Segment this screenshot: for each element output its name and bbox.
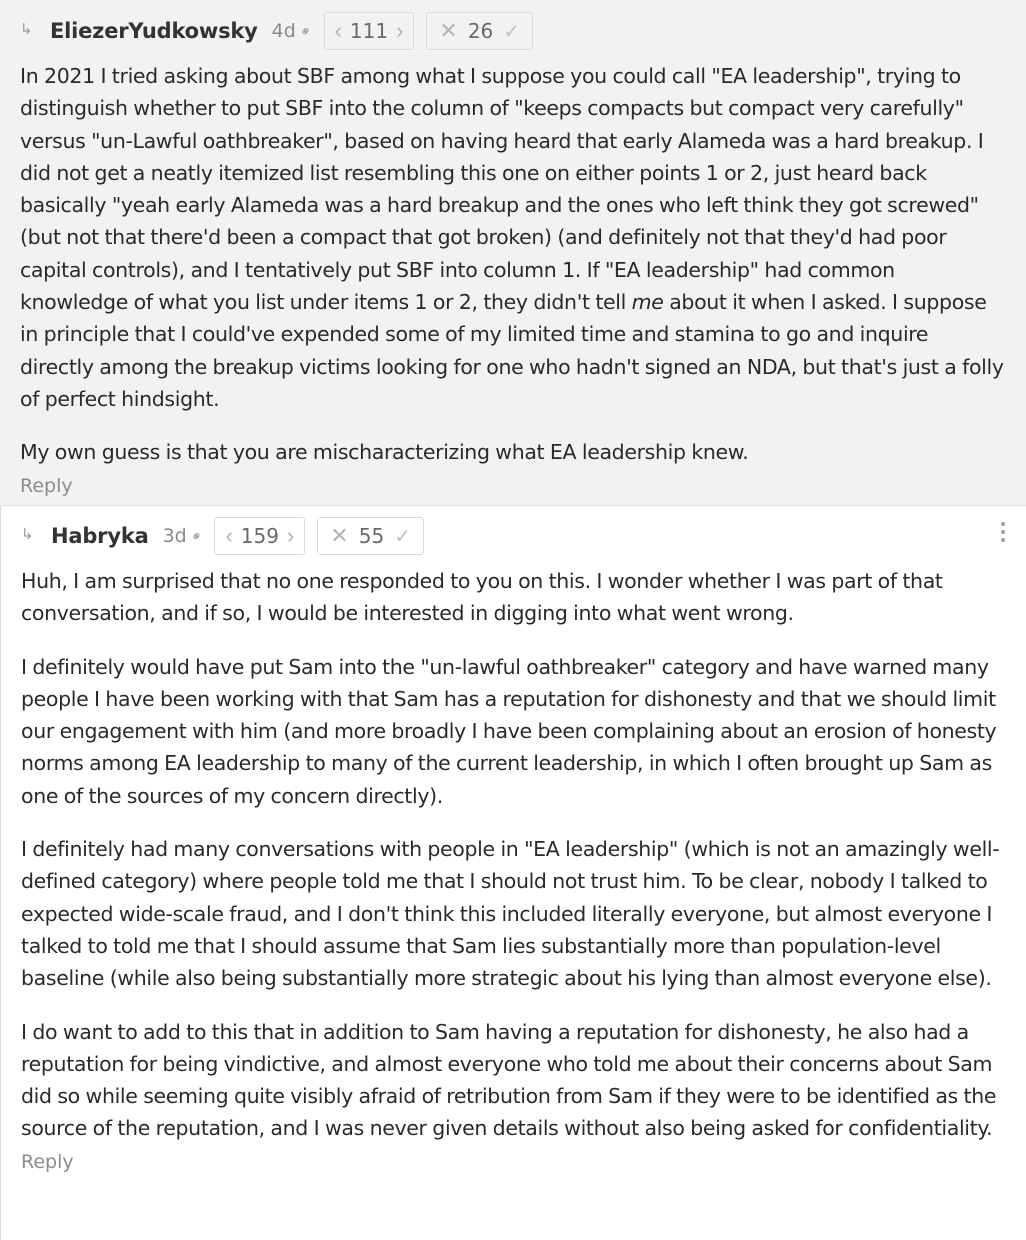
agreement-vote [426,12,533,50]
comment-paragraph: My own guess is that you are mischaracterizing what EA leadership knew. [20,440,749,465]
karma-score: 159 [240,524,279,548]
reply-button[interactable]: Reply [21,1150,74,1173]
emphasis-text: me [631,290,664,315]
comment-habryka [0,505,1026,1240]
check-icon[interactable]: ✓ [503,20,521,43]
collapse-arrow-icon[interactable]: ↳ [21,525,34,543]
reply-button[interactable]: Reply [20,474,73,497]
comment-author[interactable]: EliezerYudkowsky [50,19,258,43]
comment-body [21,565,1026,1145]
link-icon[interactable]: ⚭ [295,20,316,41]
comment-paragraph: In 2021 I tried asking about SBF among what I suppose you could call "EA leadership", trying to distinguish whether to put SBF into the column of "keeps compacts but compact very carefully" versus "un-Lawful oathbreaker", based on having heard that early Alameda was a hard breakup. I did not get a neatly itemized list resembling this one on either points 1 or 2, just heard back basically "yeah early Alameda was a hard breakup and the ones who left think they got screwed" (but not that there'd been a compact that got broken) (and definitely not that they'd had poor capital controls), and I tentatively put SBF into column 1. If "EA leadership" had common knowledge of what you list under items 1 or 2, they didn't tell me about it when I asked. I suppose in principle that I could've expended some of my limited time and stamina to go and inquire directly among the breakup victims looking for one who hadn't signed an NDA, but that's just a folly of perfect hindsight. [20,64,1004,411]
chevron-right-icon[interactable]: › [286,523,295,548]
check-icon[interactable]: ✓ [394,525,411,548]
x-icon[interactable]: ✕ [330,523,349,548]
chevron-left-icon[interactable]: ‹ [225,523,233,548]
karma-vote [324,12,415,50]
comment-body [20,60,1026,469]
comment-paragraph: I do want to add to this that in addition to Sam having a reputation for dishonesty, he also had a reputation for being vindictive, and almost everyone who told me about their concerns about Sam did so while seeming quite visibly afraid of retribution from Sam if they were to be identified as the source of the reputation, and I was never given details without also being asked for confidentiality. [21,1019,997,1141]
comment-age[interactable]: 3d [162,525,187,547]
comment-paragraph: Huh, I am surprised that no one responded to you on this. I wonder whether I was part of that conversation, and if so, I would be interested in digging into what went wrong. [21,569,943,626]
comment-meta [20,12,1026,50]
comment-paragraph: I definitely would have put Sam into the "un-lawful oathbreaker" category and have warned many people I have been working with that Sam has a reputation for dishonesty and that we should limit our engagement with him (and more broadly I have been complaining about an erosion of honesty norms among EA leadership to many of the current leadership, in which I often brought up Sam as one of the sources of my concern directly). [21,654,997,808]
karma-vote [214,517,305,555]
agreement-score: 55 [358,524,385,548]
comment-eliezer [0,0,1026,505]
kebab-menu-icon[interactable] [1000,522,1006,542]
agreement-score: 26 [467,19,494,43]
karma-score: 111 [349,19,389,43]
agreement-vote [317,517,424,555]
link-icon[interactable]: ⚭ [186,525,207,546]
chevron-left-icon[interactable]: ‹ [334,18,342,43]
comment-paragraph: I definitely had many conversations with people in "EA leadership" (which is not an amazingly well-defined category) where people told me that I should not trust him. To be clear, nobody I talked to expected wide-scale fraud, and I don't think this included literally everyone, but almost everyone I talked to told me that I should assume that Sam lies substantially more than population-level baseline (while also being substantially more strategic about his lying than almost everyone else). [21,837,1000,991]
x-icon[interactable]: ✕ [439,18,458,43]
chevron-right-icon[interactable]: › [396,18,404,43]
comment-age[interactable]: 4d [271,20,296,42]
collapse-arrow-icon[interactable]: ↳ [20,20,33,38]
comment-author[interactable]: Habryka [51,524,149,548]
comment-meta [21,517,1026,555]
